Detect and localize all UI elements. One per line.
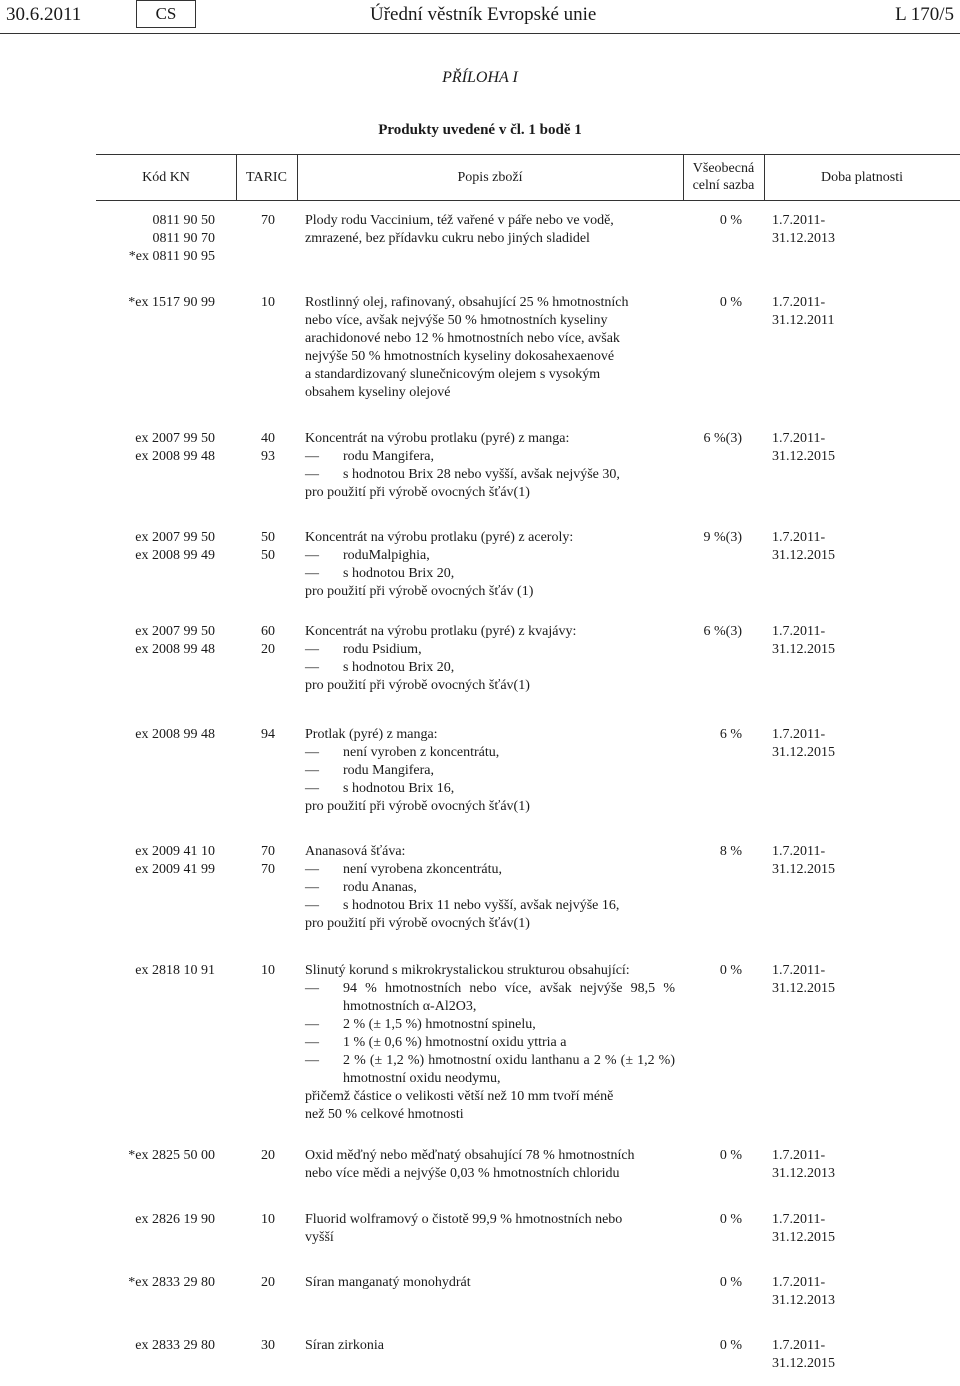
dash-text: s hodnotou Brix 16, [343, 781, 455, 796]
taric-cell [248, 529, 288, 565]
duty-rate-cell [690, 529, 742, 547]
dash-text: není vyrobena zkoncentrátu, [343, 862, 502, 877]
description-line: Rostlinný olej, rafinovaný, obsahující 25 % hmotnostních [305, 295, 629, 310]
dash-marker: — [305, 548, 319, 563]
validity-line: 31.12.2015 [772, 548, 835, 563]
description-tail-line: pro použití při výrobě ovocných šťáv (1) [305, 584, 534, 599]
validity-cell [772, 843, 852, 879]
duty-rate: 0 % [719, 1338, 742, 1353]
description-line: Ananasová šťáva: [305, 844, 406, 859]
validity-cell [772, 726, 852, 762]
taric-cell [248, 962, 288, 980]
validity-line: 31.12.2015 [772, 1356, 835, 1371]
dash-text: není vyroben z koncentrátu, [343, 745, 500, 760]
kn-code: 0811 90 50 [152, 213, 215, 228]
dash-marker: — [305, 449, 319, 464]
taric-code: 93 [261, 449, 275, 464]
validity-line: 1.7.2011- [772, 844, 826, 859]
duty-rate-cell [690, 430, 742, 448]
validity-line: 1.7.2011- [772, 624, 826, 639]
kn-code: *ex 2833 29 80 [128, 1275, 215, 1290]
duty-rate: 9 %(3) [703, 530, 742, 545]
journal-title: Úřední věstník Evropské unie [370, 4, 597, 25]
dash-item [305, 861, 675, 879]
kn-code-cell [60, 430, 215, 466]
dash-item [305, 1034, 675, 1052]
dash-marker: — [305, 745, 319, 760]
description-line: a standardizovaný slunečnicovým olejem s vysokým [305, 367, 601, 382]
duty-rate: 0 % [719, 1148, 742, 1163]
validity-line: 1.7.2011- [772, 213, 826, 228]
kn-code-cell [60, 1337, 215, 1355]
duty-rate-cell [690, 1211, 742, 1229]
section-heading: Produkty uvedené v čl. 1 bodě 1 [378, 122, 582, 138]
taric-cell [248, 726, 288, 744]
page-number: L 170/5 [895, 4, 954, 25]
duty-rate-cell [690, 843, 742, 861]
description-tail-line: přičemž částice o velikosti větší než 10 mm tvoří méně [305, 1089, 614, 1104]
kn-code: *ex 2825 50 00 [128, 1148, 215, 1163]
colhead-taric: TARIC [246, 169, 287, 185]
description-cell [305, 1337, 675, 1355]
description-line: Protlak (pyré) z manga: [305, 727, 438, 742]
kn-code-cell [60, 843, 215, 879]
description-cell [305, 1211, 675, 1247]
taric-code: 20 [261, 642, 275, 657]
taric-cell [248, 294, 288, 312]
taric-code: 50 [261, 530, 275, 545]
annex-title: PŘÍLOHA I [442, 69, 518, 86]
colhead-rate [683, 154, 764, 200]
taric-code: 40 [261, 431, 275, 446]
description-tail-line: pro použití při výrobě ovocných šťáv(1) [305, 916, 530, 931]
validity-line: 31.12.2015 [772, 1230, 835, 1245]
taric-code: 10 [261, 1212, 275, 1227]
dash-item [305, 897, 675, 915]
description-tail-line: pro použití při výrobě ovocných šťáv(1) [305, 678, 530, 693]
colhead-rate-line2: celní sazba [692, 178, 755, 193]
validity-line: 31.12.2015 [772, 981, 835, 996]
description-line: Oxid měďný nebo měďnatý obsahující 78 % hmotnostních [305, 1148, 635, 1163]
validity-line: 31.12.2013 [772, 231, 835, 246]
kn-code: ex 2009 41 10 [135, 844, 215, 859]
dash-text: 1 % (± 0,6 %) hmotnostní oxidu yttria a [343, 1035, 567, 1050]
description-cell [305, 212, 675, 248]
description-line: zmrazené, bez přídavku cukru nebo jiných sladidel [305, 231, 590, 246]
kn-code: ex 2008 99 48 [135, 449, 215, 464]
dash-marker: — [305, 898, 319, 913]
dash-marker: — [305, 566, 319, 581]
dash-text: 2 % (± 1,5 %) hmotnostní spinelu, [343, 1017, 536, 1032]
validity-line: 1.7.2011- [772, 295, 826, 310]
description-cell [305, 962, 675, 1124]
dash-text: rodu Ananas, [343, 880, 417, 895]
taric-cell [248, 1274, 288, 1292]
description-cell [305, 843, 675, 933]
dash-marker: — [305, 781, 319, 796]
validity-cell [772, 1274, 852, 1310]
kn-code: ex 2008 99 48 [135, 642, 215, 657]
dash-item [305, 641, 675, 659]
description-line: nebo více mědi a nejvýše 0,03 % hmotnostních chloridu [305, 1166, 620, 1181]
kn-code: ex 2833 29 80 [135, 1338, 215, 1353]
duty-rate-cell [690, 212, 742, 230]
validity-line: 31.12.2013 [772, 1166, 835, 1181]
dash-item [305, 879, 675, 897]
duty-rate: 0 % [719, 963, 742, 978]
validity-line: 1.7.2011- [772, 1212, 826, 1227]
header-rule [0, 33, 960, 34]
taric-code: 70 [261, 844, 275, 859]
description-line: nejvýše 50 % hmotnostních kyseliny dokosahexaenové [305, 349, 615, 364]
taric-code: 94 [261, 727, 275, 742]
duty-rate: 6 % [719, 727, 742, 742]
validity-line: 1.7.2011- [772, 963, 826, 978]
taric-code: 60 [261, 624, 275, 639]
kn-code: ex 2826 19 90 [135, 1212, 215, 1227]
validity-cell [772, 212, 852, 248]
duty-rate-cell [690, 1337, 742, 1355]
validity-line: 31.12.2015 [772, 449, 835, 464]
description-cell [305, 294, 675, 402]
kn-code: ex 2007 99 50 [135, 431, 215, 446]
duty-rate-cell [690, 726, 742, 744]
dash-text: s hodnotou Brix 20, [343, 660, 455, 675]
dash-text: 2 % (± 1,2 %) hmotnostní oxidu lanthanu a 2 % (± 1,2 %) hmotnostní oxidu neodymu, [343, 1053, 675, 1086]
duty-rate-cell [690, 1274, 742, 1292]
description-line: Fluorid wolframový o čistotě 99,9 % hmotnostních nebo [305, 1212, 623, 1227]
description-cell [305, 1274, 675, 1292]
dash-item [305, 780, 675, 798]
description-line: arachidonové nebo 12 % hmotnostních nebo více, avšak [305, 331, 620, 346]
kn-code: ex 2008 99 49 [135, 548, 215, 563]
dash-item [305, 659, 675, 677]
description-line: obsahem kyseliny olejové [305, 385, 451, 400]
taric-code: 20 [261, 1148, 275, 1163]
kn-code-cell [60, 212, 215, 266]
kn-code: ex 2008 99 48 [135, 727, 215, 742]
kn-code-cell [60, 726, 215, 744]
validity-line: 1.7.2011- [772, 1148, 826, 1163]
duty-rate: 8 % [719, 844, 742, 859]
kn-code: ex 2007 99 50 [135, 624, 215, 639]
dash-marker: — [305, 642, 319, 657]
validity-cell [772, 1337, 852, 1373]
dash-text: rodu Psidium, [343, 642, 422, 657]
dash-item [305, 547, 675, 565]
validity-line: 1.7.2011- [772, 431, 826, 446]
kn-code: 0811 90 70 [152, 231, 215, 246]
kn-code-cell [60, 1147, 215, 1165]
description-line: Síran manganatý monohydrát [305, 1275, 471, 1290]
description-line: Plody rodu Vaccinium, též vařené v páře nebo ve vodě, [305, 213, 614, 228]
description-line: Koncentrát na výrobu protlaku (pyré) z manga: [305, 431, 570, 446]
dash-text: s hodnotou Brix 11 nebo vyšší, avšak nejvýše 16, [343, 898, 620, 913]
description-tail-line: pro použití při výrobě ovocných šťáv(1) [305, 485, 530, 500]
kn-code-cell [60, 529, 215, 565]
duty-rate-cell [690, 1147, 742, 1165]
duty-rate-cell [690, 294, 742, 312]
kn-code-cell [60, 623, 215, 659]
validity-cell [772, 1147, 852, 1183]
dash-text: s hodnotou Brix 20, [343, 566, 455, 581]
description-cell [305, 529, 675, 601]
description-line: Koncentrát na výrobu protlaku (pyré) z kvajávy: [305, 624, 577, 639]
validity-cell [772, 623, 852, 659]
dash-marker: — [305, 981, 319, 996]
kn-code-cell [60, 294, 215, 312]
validity-cell [772, 1211, 852, 1247]
validity-cell [772, 962, 852, 998]
validity-line: 31.12.2015 [772, 745, 835, 760]
kn-code-cell [60, 1211, 215, 1229]
taric-code: 70 [261, 862, 275, 877]
description-cell [305, 623, 675, 695]
dash-item [305, 1016, 675, 1034]
validity-line: 1.7.2011- [772, 530, 826, 545]
duty-rate: 0 % [719, 1212, 742, 1227]
dash-text: s hodnotou Brix 28 nebo vyšší, avšak nejvýše 30, [343, 467, 620, 482]
kn-code-cell [60, 1274, 215, 1292]
duty-rate: 0 % [719, 295, 742, 310]
colhead-rate-line1: Všeobecná [692, 161, 755, 176]
description-tail-line: než 50 % celkové hmotnosti [305, 1107, 464, 1122]
taric-code: 20 [261, 1275, 275, 1290]
taric-code: 50 [261, 548, 275, 563]
validity-line: 31.12.2013 [772, 1293, 835, 1308]
dash-marker: — [305, 763, 319, 778]
kn-code: *ex 0811 90 95 [128, 249, 215, 264]
dash-marker: — [305, 467, 319, 482]
dash-marker: — [305, 1017, 319, 1032]
duty-rate-cell [690, 623, 742, 641]
dash-item [305, 762, 675, 780]
taric-cell [248, 1147, 288, 1165]
validity-line: 1.7.2011- [772, 1338, 826, 1353]
dash-marker: — [305, 862, 319, 877]
dash-marker: — [305, 660, 319, 675]
taric-code: 30 [261, 1338, 275, 1353]
dash-marker: — [305, 1053, 319, 1068]
taric-cell [248, 1337, 288, 1355]
description-line: Slinutý korund s mikrokrystalickou strukturou obsahující: [305, 963, 630, 978]
validity-line: 31.12.2015 [772, 642, 835, 657]
taric-code: 10 [261, 295, 275, 310]
dash-item [305, 744, 675, 762]
dash-marker: — [305, 880, 319, 895]
colhead-kn: Kód KN [142, 169, 190, 185]
kn-code: *ex 1517 90 99 [128, 295, 215, 310]
kn-code-cell [60, 962, 215, 980]
validity-line: 31.12.2015 [772, 862, 835, 877]
taric-cell [248, 1211, 288, 1229]
duty-rate: 6 %(3) [703, 624, 742, 639]
description-cell [305, 726, 675, 816]
validity-line: 1.7.2011- [772, 1275, 826, 1290]
validity-cell [772, 430, 852, 466]
language-box: CS [136, 0, 196, 28]
duty-rate: 6 %(3) [703, 431, 742, 446]
validity-cell [772, 294, 852, 330]
description-line: Koncentrát na výrobu protlaku (pyré) z aceroly: [305, 530, 574, 545]
taric-cell [248, 212, 288, 230]
validity-line: 1.7.2011- [772, 727, 826, 742]
dash-text: 94 % hmotnostních nebo více, avšak nejvýše 98,5 % hmotnostních α-Al2O3, [343, 981, 675, 1014]
kn-code: ex 2009 41 99 [135, 862, 215, 877]
description-line: vyšší [305, 1230, 334, 1245]
duty-rate: 0 % [719, 213, 742, 228]
dash-item [305, 565, 675, 583]
description-cell [305, 430, 675, 502]
taric-code: 10 [261, 963, 275, 978]
dash-item [305, 1052, 675, 1088]
table-header-rule [96, 200, 960, 201]
dash-text: rodu Mangifera, [343, 449, 434, 464]
dash-text: rodu Mangifera, [343, 763, 434, 778]
description-line: Síran zirkonia [305, 1338, 384, 1353]
colhead-validity: Doba platnosti [820, 169, 904, 185]
kn-code: ex 2007 99 50 [135, 530, 215, 545]
page-header [0, 0, 960, 38]
duty-rate: 0 % [719, 1275, 742, 1290]
taric-cell [248, 623, 288, 659]
dash-marker: — [305, 1035, 319, 1050]
taric-cell [248, 430, 288, 466]
dash-item [305, 980, 675, 1016]
validity-cell [772, 529, 852, 565]
issue-date: 30.6.2011 [6, 4, 82, 25]
dash-item [305, 466, 675, 484]
description-tail-line: pro použití při výrobě ovocných šťáv(1) [305, 799, 530, 814]
duty-rate-cell [690, 962, 742, 980]
description-line: nebo více, avšak nejvýše 50 % hmotnostních kyseliny [305, 313, 608, 328]
dash-item [305, 448, 675, 466]
validity-line: 31.12.2011 [772, 313, 835, 328]
taric-code: 70 [261, 213, 275, 228]
colhead-description: Popis zboží [457, 169, 523, 185]
kn-code: ex 2818 10 91 [135, 963, 215, 978]
taric-cell [248, 843, 288, 879]
dash-text: roduMalpighia, [343, 548, 430, 563]
description-cell [305, 1147, 675, 1183]
